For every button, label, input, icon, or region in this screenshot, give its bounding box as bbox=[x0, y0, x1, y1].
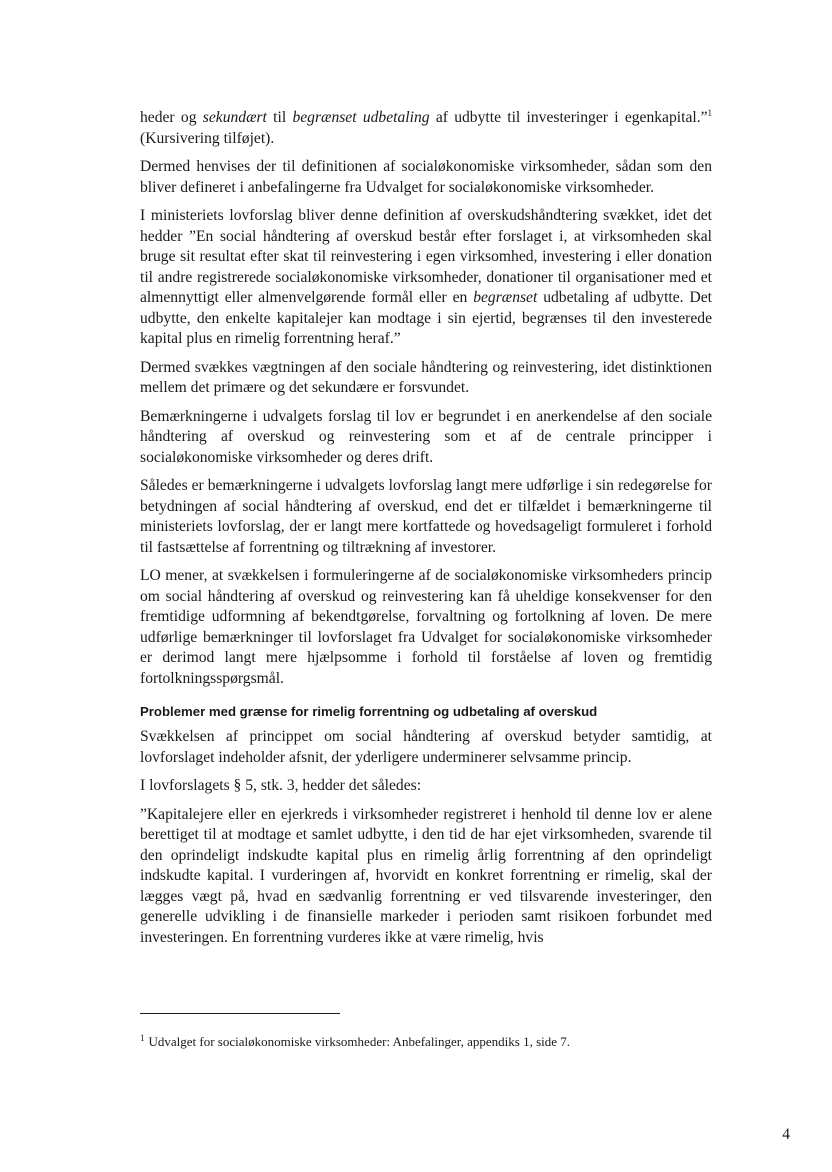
paragraph-3-text-a: I ministeriets lovforslag bliver denne definition af overskudshåndtering svækket, idet det hedder ”En social håndtering af overskud består efter forslaget i, at virksomheden skal bruge sit resultat efter skat til reinvestering i egen virksomhed, investering i eller donation til andre registrerede socialøkonomiske virksomheder, donationer til organisationer med et almennyttigt eller almenvelgørende formål eller en bbox=[140, 207, 712, 306]
footnote-reference: 1 bbox=[707, 108, 713, 118]
paragraph-10-quote: ”Kapitalejere eller en ejerkreds i virksomheder registreret i henhold til denne lov er alene berettiget til at modtage et samlet udbytte, i den tid de har ejet virksomheden, svarende til den oprindeligt indskudte kapital plus en rimelig årlig forrentning af den oprindeligt indskudte kapital. I vurderingen af, hvorvidt en konkret forrentning er rimelig, skal der lægges vægt på, hvad en sædvanlig forrentning er ved tilsvarende investeringer, den generelle udvikling i de finansielle markeder i perioden samt risikoen forbundet med investeringen. En forrentning vurderes ikke at være rimelig, hvis bbox=[140, 805, 712, 946]
paragraph-2: Dermed henvises der til definitionen af socialøkonomiske virksomheder, sådan som den bliver defineret i anbefalingerne fra Udvalget for socialøkonomiske virksomheder. bbox=[140, 158, 712, 196]
paragraph-1-italic-limited-payout: begrænset udbetaling bbox=[292, 109, 430, 126]
paragraph-8: Svækkelsen af princippet om social håndtering af overskud betyder samtidig, at lovforslaget indeholder afsnit, der yderligere underminerer selvsamme princip. bbox=[140, 728, 712, 766]
paragraph-6: Således er bemærkningerne i udvalgets lovforslag langt mere udførlige i sin redegørelse for betydningen af social håndtering af overskud, end det er tilfældet i bemærkningerne til ministeriets lovforslag, der er langt mere kortfattede og hovedsageligt formuleret i forhold til fastsættelse af forrentning og tiltrækning af investorer. bbox=[140, 477, 712, 556]
section-heading: Problemer med grænse for rimelig forrentning og udbetaling af overskud bbox=[140, 704, 598, 719]
paragraph-7: LO mener, at svækkelsen i formuleringerne af de socialøkonomiske virksomheders princip om social håndtering af overskud og reinvestering kan få uheldige konsekvenser for den fremtidige udformning af bekendtgørelse, forvaltning og fortolkning af loven. De mere udførlige bemærkninger til lovforslaget fra Udvalget for socialøkonomiske virksomheder er derimod langt mere hjælpsomme i forhold til forståelse af loven og fremtidig fortolkningsspørgsmål. bbox=[140, 567, 712, 687]
paragraph-4: Dermed svækkes vægtningen af den sociale håndtering og reinvestering, idet distinktionen mellem det primære og det sekundære er forsvundet. bbox=[140, 358, 712, 396]
paragraph-5: Bemærkningerne i udvalgets forslag til lov er begrundet i en anerkendelse af den sociale håndtering af overskud og reinvestering som et af de centrale principper i socialøkonomiske virksomheder og deres drift. bbox=[140, 407, 712, 466]
paragraph-1-italic-secondary: sekundært bbox=[202, 109, 267, 126]
paragraph-3 bbox=[140, 206, 712, 350]
footnote-divider bbox=[140, 1013, 340, 1014]
paragraph-9: I lovforslagets § 5, stk. 3, hedder det således: bbox=[140, 777, 422, 794]
paragraph-1-text-f: (Kursivering tilføjet). bbox=[140, 129, 275, 147]
paragraph-1-text-e: af udbytte til investeringer i egenkapital.” bbox=[429, 109, 708, 126]
paragraph-1-text-c: til bbox=[266, 109, 293, 126]
paragraph-3-text-c: udbetaling af udbytte. Det udbytte, den enkelte kapitalejer kan modtage i sin ejertid, begrænses til den investerede kapital plus en rimelig forrentning heraf.” bbox=[140, 289, 712, 347]
page-number: 4 bbox=[782, 1126, 790, 1143]
footnote-text: Udvalget for socialøkonomiske virksomheder: Anbefalinger, appendiks 1, side 7. bbox=[148, 1034, 571, 1049]
body-text bbox=[140, 108, 712, 956]
footnote-mark: 1 bbox=[140, 1033, 145, 1043]
paragraph-3-italic-limited: begrænset bbox=[473, 289, 538, 306]
paragraph-1-text-a: heder og bbox=[140, 109, 203, 126]
paragraph-1 bbox=[140, 108, 712, 149]
footnote bbox=[140, 1034, 740, 1050]
